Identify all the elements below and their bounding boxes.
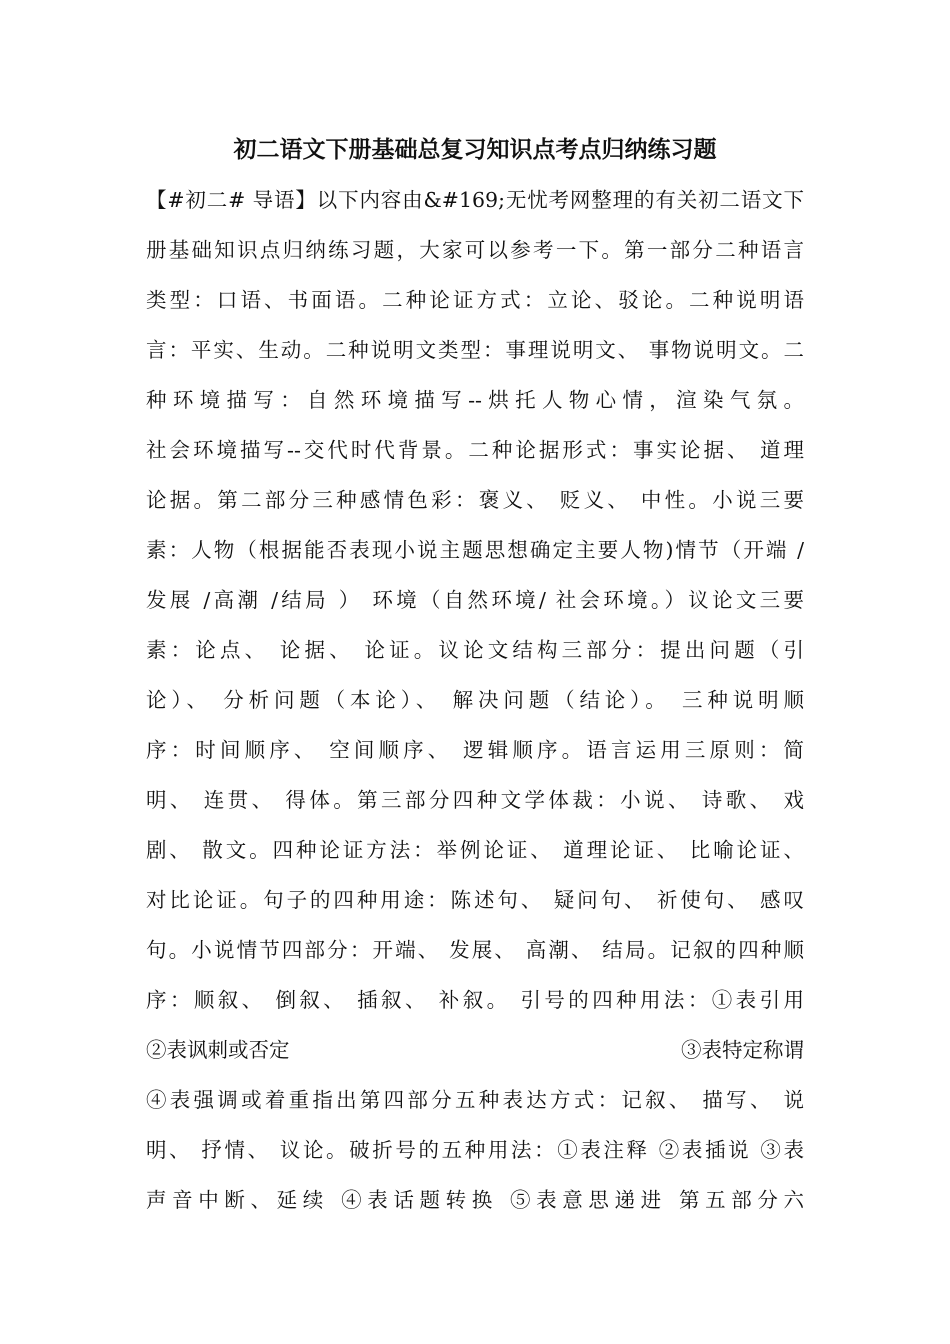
body-line: 论）、 分析问题（本论）、 解决问题（结论）。 三种说明顺 <box>146 688 804 712</box>
body-line-right-segment: ③表特定称谓 <box>681 1038 804 1062</box>
document-title: 初二语文下册基础总复习知识点考点归纳练习题 <box>233 137 717 163</box>
body-line: 种环境描写：自然环境描写--烘托人物心情，渲染气氛。 <box>146 388 804 412</box>
body-line: 类型：口语、书面语。二种论证方式：立论、驳论。二种说明语 <box>146 288 804 312</box>
body-line: 【#初二# 导语】以下内容由&#169;无忧考网整理的有关初二语文下 <box>146 188 804 212</box>
body-line: 论据。第二部分三种感情色彩：褒义、 贬义、 中性。小说三要 <box>146 488 804 512</box>
body-line: 素：人物（根据能否表现小说主题思想确定主要人物)情节（开端 / <box>146 538 804 562</box>
body-line: 素：论点、 论据、 论证。议论文结构三部分：提出问题（引 <box>146 638 804 662</box>
body-line: 句。小说情节四部分：开端、 发展、 高潮、 结局。记叙的四种顺 <box>146 938 804 962</box>
body-line: 社会环境描写--交代时代背景。二种论据形式：事实论据、 道理 <box>146 438 804 462</box>
body-line: 明、 连贯、 得体。第三部分四种文学体裁：小说、 诗歌、 戏 <box>146 788 804 812</box>
body-line: 声音中断、延续 ④表话题转换 ⑤表意思递进 第五部分六 <box>146 1188 804 1212</box>
body-line: ④表强调或着重指出第四部分五种表达方式：记叙、 描写、 说 <box>146 1088 804 1112</box>
body-line-split <box>146 1034 804 1066</box>
body-line: 发展 /高潮 /结局 ） 环境（自然环境/ 社会环境。）议论文三要 <box>146 588 804 612</box>
body-line: 明、 抒情、 议论。破折号的五种用法：①表注释 ②表插说 ③表 <box>146 1138 804 1162</box>
body-line: 序：时间顺序、 空间顺序、 逻辑顺序。语言运用三原则：简 <box>146 738 804 762</box>
body-line: 册基础知识点归纳练习题，大家可以参考一下。第一部分二种语言 <box>146 238 804 262</box>
body-line-left-segment: ②表讽刺或否定 <box>146 1038 290 1062</box>
body-line: 言：平实、生动。二种说明文类型：事理说明文、 事物说明文。二 <box>146 338 804 362</box>
body-line: 对比论证。句子的四种用途：陈述句、 疑问句、 祈使句、 感叹 <box>146 888 804 912</box>
body-line: 序：顺叙、 倒叙、 插叙、 补叙。 引号的四种用法：①表引用 <box>146 988 804 1012</box>
body-line: 剧、 散文。四种论证方法：举例论证、 道理论证、 比喻论证、 <box>146 838 804 862</box>
